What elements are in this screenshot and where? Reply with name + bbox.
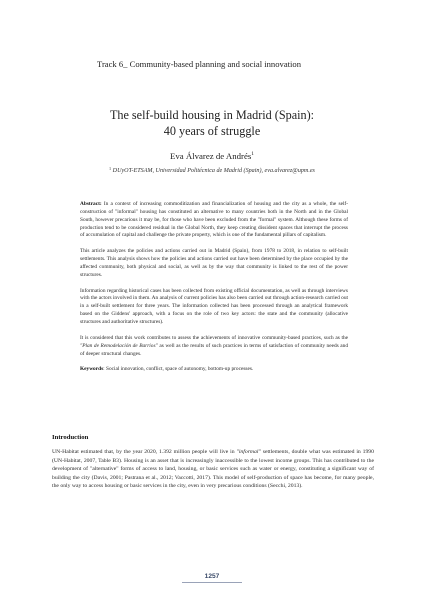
introduction-heading: Introduction bbox=[52, 434, 89, 441]
abstract-label: Abstract: bbox=[80, 201, 102, 207]
abstract-paragraph-1 bbox=[80, 201, 348, 240]
abstract-p4-after: as well as the results of such practices in terms of satisfaction of community needs and of deeper structural changes. bbox=[80, 342, 348, 357]
author-superscript: 1 bbox=[251, 151, 255, 157]
paper-title bbox=[0, 108, 424, 139]
abstract-paragraph-4 bbox=[80, 335, 348, 359]
author-name bbox=[0, 151, 424, 161]
footer-divider bbox=[182, 582, 242, 583]
paper-title-line-1: The self-build housing in Madrid (Spain): bbox=[109, 108, 315, 122]
keywords-paragraph bbox=[80, 366, 348, 374]
introduction-paragraph bbox=[52, 448, 374, 491]
affiliation-superscript: 1 bbox=[109, 166, 112, 171]
abstract-p1-text: In a context of increasing commoditization and financialization of housing and the city as a whole, the self-construction of "informal" housing has constituted an alternative to many countries both in the North and in the Global South, however precarious it may be, for those who have been excluded from the "formal" system. Although these forms of production tend to be considered residual in the Global North, they keep creating dissident spaces that interrupt the process of accumulation of capital and challenge the private property, which is one of the fundamental pillars of capitalism. bbox=[80, 201, 348, 239]
abstract-paragraph-3: Information regarding historical cases has been collected from existing official documentation, as well as through interviews with the actors involved in them. An analysis of current policies has also been carried out through action-research carried out in a self-built settlement for three years. The information collected has been processed through an analytical framework based on the Giddens' approach, with a focus on the role of two key actors: the state and the community (allocative structures and authoritative structures). bbox=[80, 287, 348, 325]
page-number: 1257 bbox=[204, 573, 220, 580]
abstract-section bbox=[80, 201, 348, 382]
abstract-p4-before: It is considered that this work contributes to assess the achievements of innovative community-based practices, such as the bbox=[80, 334, 348, 341]
author-name-text: Eva Álvarez de Andrés bbox=[169, 151, 252, 161]
abstract-paragraph-2: This article analyzes the policies and actions carried out in Madrid (Spain), from 1978 to 2018, in relation to self-built settlements. This analysis shows how the policies and actions carried out have been determined by the place occupied by the affected community, both physical and social, as well as by the way that community is linked to the rest of the power structures. bbox=[80, 248, 348, 278]
track-header: Track 6_ Community-based planning and social innovation bbox=[97, 59, 301, 69]
author-affiliation bbox=[0, 166, 424, 174]
paper-title-line-2: 40 years of struggle bbox=[163, 123, 261, 138]
abstract-p4-italic: "Plan de Remodelación de Barrios" bbox=[80, 342, 158, 349]
intro-text-1: UN-Habitat estimated that, by the year 2020, 1.392 million people will live in bbox=[52, 449, 237, 455]
keywords-text: : Social innovation, conflict, space of autonomy, bottom-up processes. bbox=[103, 366, 254, 373]
intro-text-2: settlements, double what was estimated in 1990 (UN-Habitat, 2007, Table B3). Housing is an asset that is increasingly inaccessible to the lowest income groups. This has contributed to the development of "alternative" forms of access to land, housing, or basic services such as water or energy, constituting a significant way of building the city (Davis, 2001; Pastrana et al., 2012; Vaccotti, 2017). This model of self-production of space has become, for many people, the only way to access housing or basic services in the city, even in very precarious conditions (Secchi, 2013). bbox=[52, 449, 374, 490]
affiliation-text: DUyOT-ETSAM, Universidad Politécnica de Madrid (Spain), eva.alvarez@upm.es bbox=[112, 168, 315, 174]
keywords-label: Keywords bbox=[80, 366, 104, 373]
intro-text-italic: "informal" bbox=[236, 449, 261, 455]
